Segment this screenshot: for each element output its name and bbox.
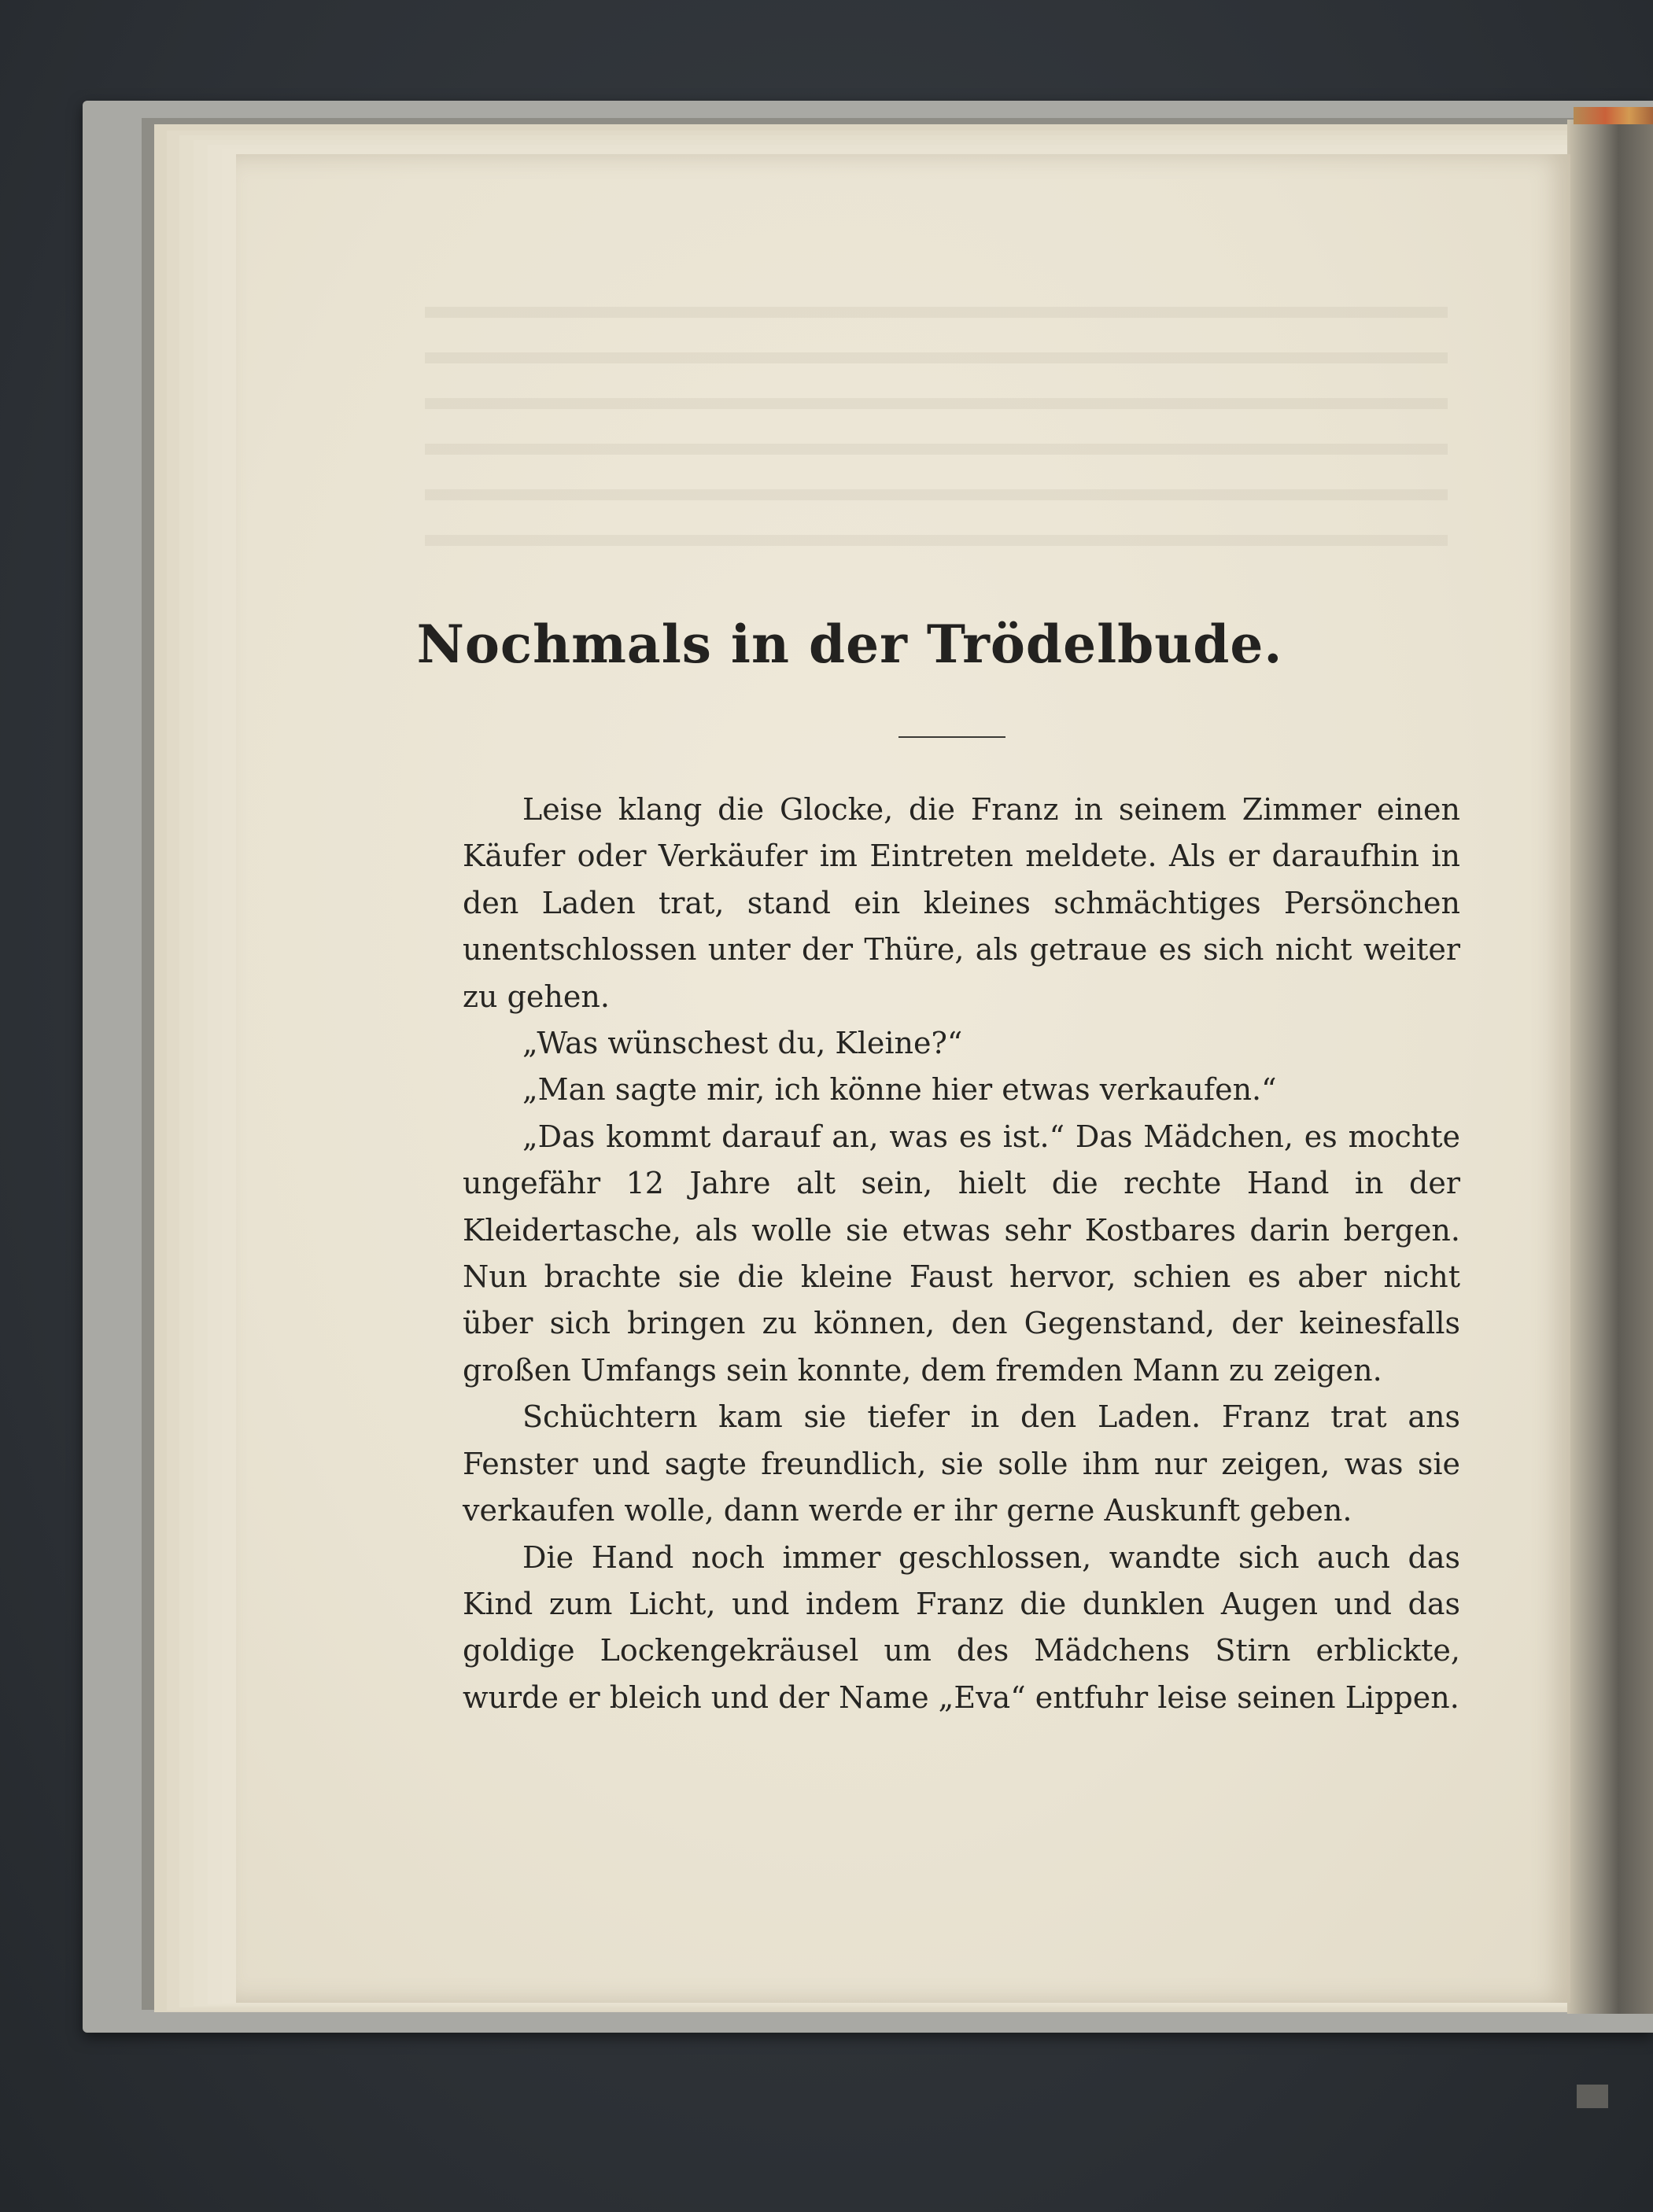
title-divider <box>898 736 1005 738</box>
spine-mark <box>1577 2085 1608 2108</box>
reverse-page-show-through <box>425 275 1448 574</box>
spine-headband <box>1574 107 1653 124</box>
paragraph: „Das kommt darauf an, was es ist.“ Das Mädchen, es mochte ungefähr 12 Jahre alt sein, hielt die rechte Hand in der Kleidertasche, als wolle sie etwas sehr Kostbares darin bergen. Nun brachte sie die kleine Faust hervor, schien es aber nicht über sich bringen zu können, den Gegenstand, der keinesfalls großen Umfangs sein konnte, dem fremden Mann zu zeigen. <box>463 1119 1460 1388</box>
chapter-title: Nochmals in der Trödelbude. <box>416 614 1283 675</box>
paragraph: „Was wünschest du, Kleine?“ <box>522 1026 963 1061</box>
paragraph: Die Hand noch immer geschlossen, wandte sich auch das Kind zum Licht, und indem Franz die dunklen Augen und das goldige Lockengekräusel um des Mädchens Stirn erblickte, wurde er bleich und der Name „Eva“ entfuhr leise seinen Lippen. <box>463 1539 1460 1715</box>
paragraph: Leise klang die Glocke, die Franz in seinem Zimmer einen Käufer oder Verkäufer im Eintreten meldete. Als er daraufhin in den Laden trat, stand ein kleines schmächtiges Persönchen unentschlossen unter der Thüre, als getraue es sich nicht weiter zu gehen. <box>463 792 1460 1014</box>
book-gutter <box>1567 120 1653 2014</box>
paragraph: „Man sagte mir, ich könne hier etwas verkaufen.“ <box>522 1072 1277 1108</box>
paragraph: Schüchtern kam sie tiefer in den Laden. Franz trat ans Fenster und sagte freundlich, sie solle ihm nur zeigen, was sie verkaufen wolle, dann werde er ihr gerne Auskunft geben. <box>463 1399 1460 1528</box>
chapter-body <box>463 787 1460 1721</box>
